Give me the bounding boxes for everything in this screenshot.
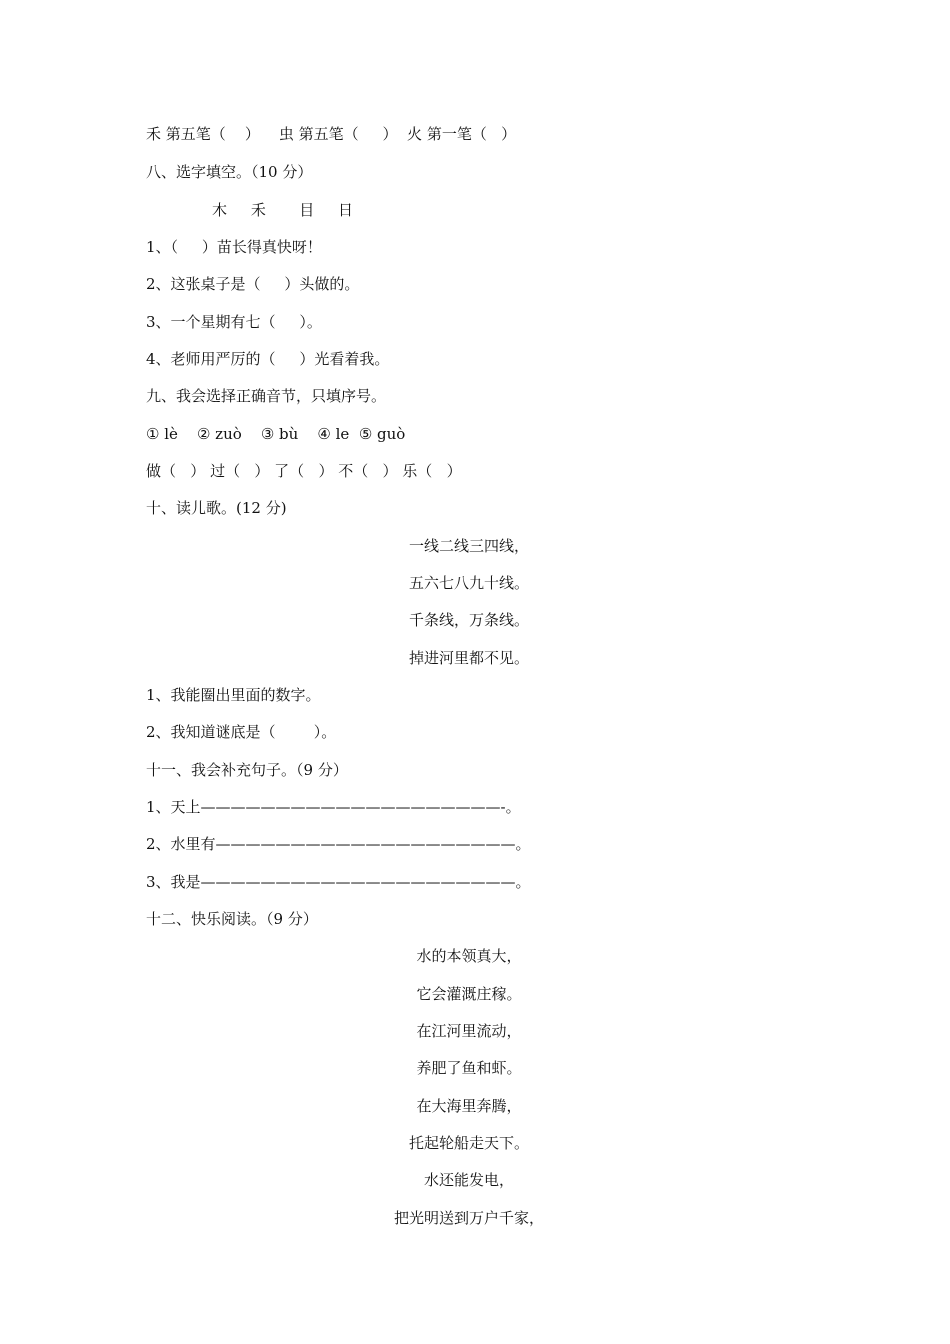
- section8-item-4: 4、老师用严厉的（ ）光看着我。: [146, 350, 390, 368]
- section12-poem-line-8: 把光明送到万户千家，: [393, 1209, 544, 1227]
- section12-poem-line-5: 在大海里奔腾，: [416, 1097, 522, 1115]
- section8-title: 八、选字填空。（10 分）: [146, 163, 313, 181]
- section10-item-2: 2、我知道谜底是（ ）。: [146, 723, 337, 741]
- section8-item-3: 3、一个星期有七（ ）。: [146, 313, 322, 331]
- section11-item-1: 1、天上————————————————————-。: [146, 798, 521, 816]
- section11-item-2: 2、水里有————————————————————。: [146, 835, 531, 853]
- section12-poem-line-3: 在江河里流动，: [416, 1022, 522, 1040]
- section12-poem-line-4: 养肥了鱼和虾。: [416, 1059, 522, 1077]
- section10-poem-line-1: 一线二线三四线，: [408, 537, 529, 555]
- section12-poem-line-7: 水还能发电，: [423, 1171, 514, 1189]
- section10-title: 十、读儿歌。(12 分): [146, 499, 287, 517]
- section9-blanks: 做（ ） 过（ ） 了（ ） 不（ ） 乐（ ）: [146, 462, 462, 480]
- section9-title: 九、我会选择正确音节，只填序号。: [146, 387, 387, 405]
- section12-poem-line-6: 托起轮船走天下。: [408, 1134, 529, 1152]
- section8-item-2: 2、这张桌子是（ ）头做的。: [146, 275, 360, 293]
- section8-choices: 木 禾 目 日: [212, 201, 354, 219]
- section9-options: ① lè ② zuò ③ bù ④ le ⑤ guò: [146, 425, 406, 443]
- section12-title: 十二、快乐阅读。（9 分）: [146, 910, 318, 928]
- section10-poem-line-3: 千条线，万条线。: [408, 611, 529, 629]
- section10-poem-line-4: 掉进河里都不见。: [408, 649, 529, 667]
- section10-item-1: 1、我能圈出里面的数字。: [146, 686, 321, 704]
- section8-item-1: 1、（ ）苗长得真快呀！: [146, 238, 322, 256]
- stroke-order-row: 禾 第五笔（ ） 虫 第五笔（ ） 火 第一笔（ ）: [146, 125, 517, 143]
- section12-poem-line-2: 它会灌溉庄稼。: [416, 985, 522, 1003]
- section11-item-3: 3、我是—————————————————————。: [146, 873, 531, 891]
- section11-title: 十一、我会补充句子。（9 分）: [146, 761, 348, 779]
- section12-poem-line-1: 水的本领真大，: [416, 947, 522, 965]
- section10-poem-line-2: 五六七八九十线。: [408, 574, 529, 592]
